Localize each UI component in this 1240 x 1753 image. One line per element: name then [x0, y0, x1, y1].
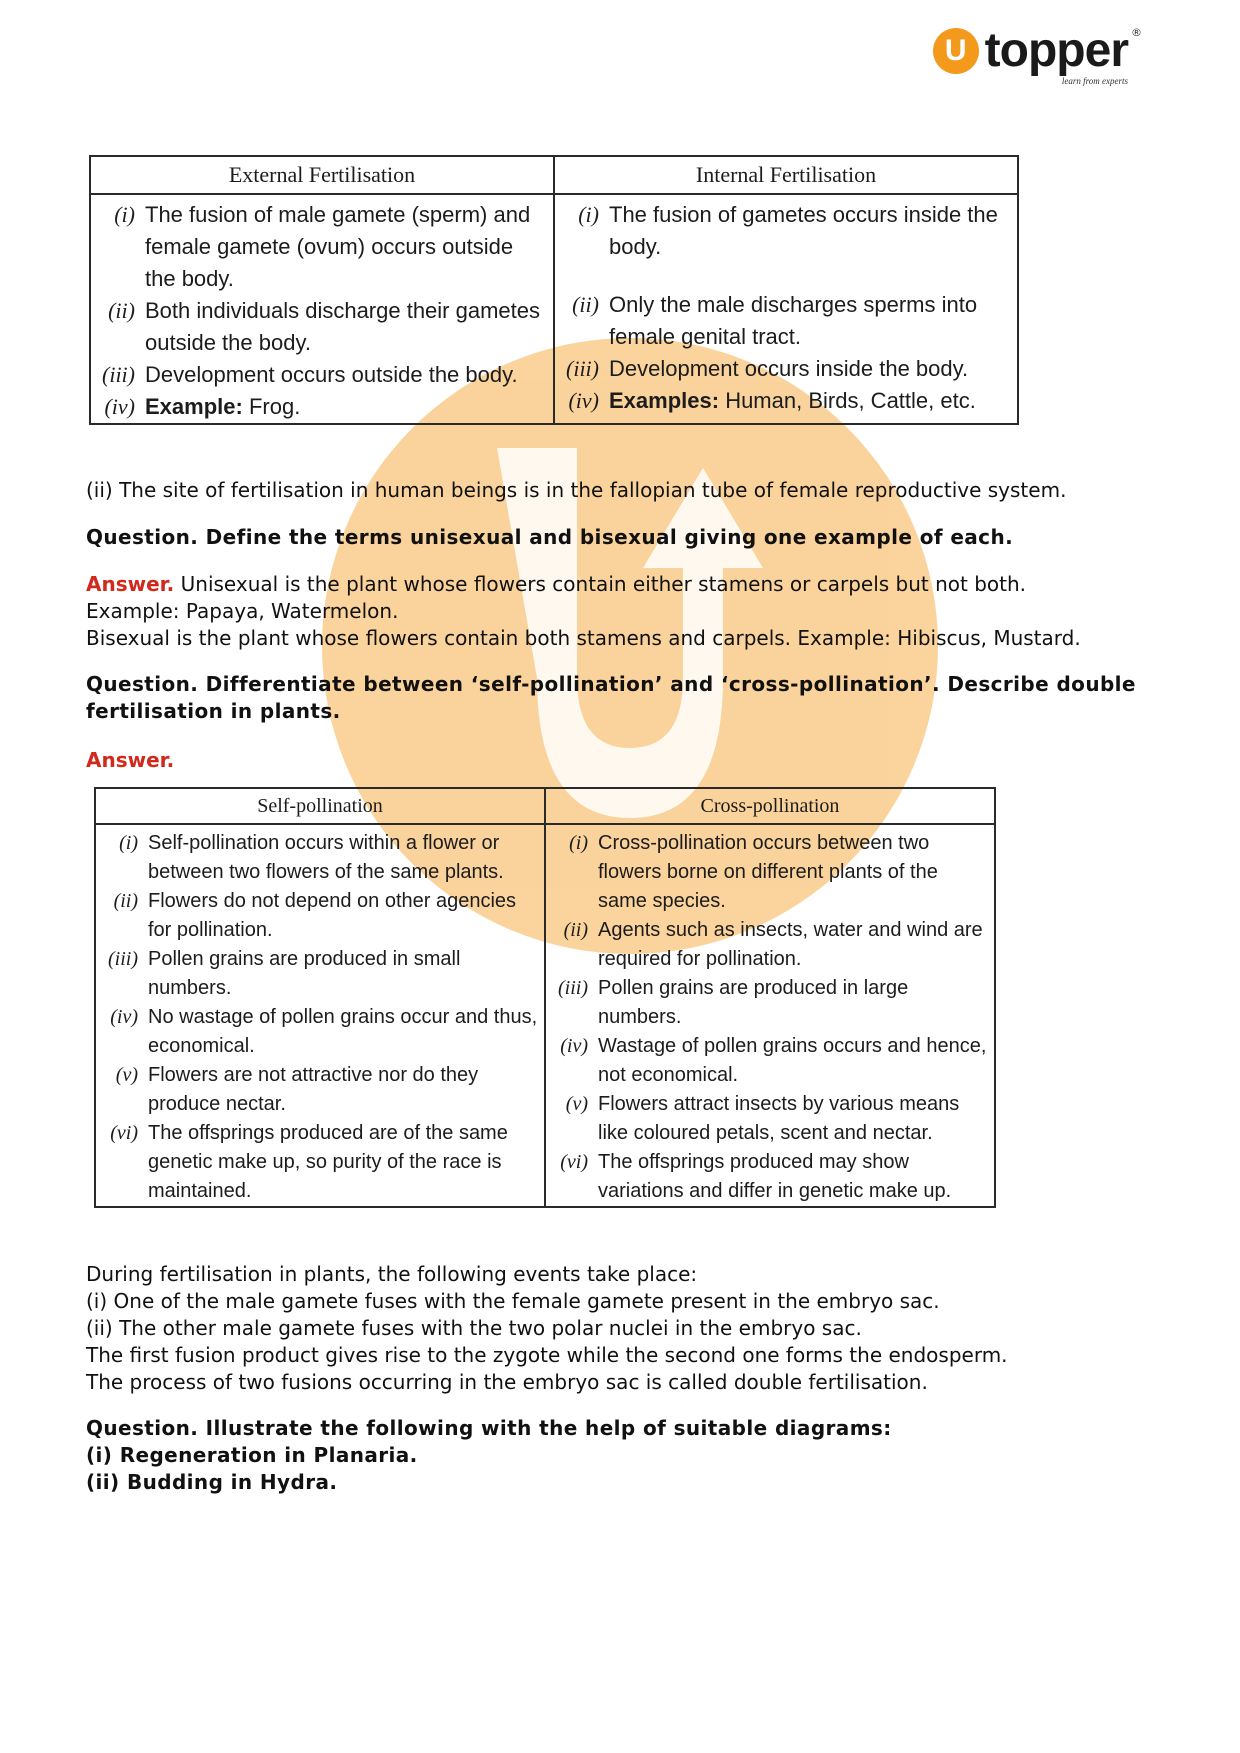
header-external: External Fertilisation: [90, 156, 554, 194]
fertilisation-comparison-table: [89, 155, 1019, 425]
table-row: (iii) Development occurs inside the body.: [566, 356, 969, 381]
answer-label: Answer.: [86, 572, 175, 596]
pollination-comparison-table: [94, 787, 996, 1208]
question-pollination: Question. Differentiate between ‘self-pollination’ and ‘cross-pollination’. Describe double fertilisation in plants.: [86, 672, 1136, 723]
internal-cell: [554, 194, 1018, 424]
header-internal: Internal Fertilisation: [554, 156, 1018, 194]
table-row: (ii) Flowers do not depend on other agencies for pollination.: [113, 890, 517, 941]
registered-mark: ®: [1131, 26, 1142, 39]
cross-pollination-cell: [545, 824, 995, 1207]
table-row: (iv) No wastage of pollen grains occur and thus, economical.: [110, 1006, 538, 1057]
answer-unisexual-bisexual: Answer. Unisexual is the plant whose flowers contain either stamens or carpels but not both. Example: Papaya, Watermelon. Bisexual is the plant whose flowers contain both stamens and carpels. Example: Hibiscus, Mustard.: [86, 572, 1081, 650]
logo-tagline: learn from experts: [1061, 76, 1128, 86]
topper-logo: [933, 24, 1142, 86]
fertilisation-site-text: (ii) The site of fertilisation in human beings is in the fallopian tube of female reproductive system.: [86, 478, 1067, 502]
logo-mark: U: [933, 28, 979, 74]
table-row: (v) Flowers are not attractive nor do they produce nectar.: [115, 1064, 479, 1115]
header-self-pollination: Self-pollination: [95, 788, 545, 824]
table-row: (i) Self-pollination occurs within a flower or between two flowers of the same plants.: [119, 832, 504, 883]
table-row: (i) The fusion of gametes occurs inside the body.: [578, 202, 998, 259]
table-row: (ii) Only the male discharges sperms into female genital tract.: [572, 292, 978, 349]
table-row: (ii) Agents such as insects, water and wind are required for pollination.: [563, 919, 983, 970]
table-row: (iii) Pollen grains are produced in small numbers.: [108, 948, 461, 999]
table-row: (i) The fusion of male gamete (sperm) and female gamete (ovum) occurs outside the body.: [114, 202, 531, 291]
table-row: (iv) Examples: Human, Birds, Cattle, etc.: [568, 388, 976, 413]
table-row: (iv) Example: Frog.: [104, 394, 301, 419]
table-row: (vi) The offsprings produced are of the same genetic make up, so purity of the race is maintained.: [110, 1122, 508, 1202]
table-row: (v) Flowers attract insects by various means like coloured petals, scent and nectar.: [565, 1093, 960, 1144]
double-fertilisation-text: During fertilisation in plants, the following events take place: (i) One of the male gamete fuses with the female gamete present in the embryo sac. (ii) The other male gamete fuses with the two polar nuclei in the embryo sac. The first fusion product gives rise to the zygote while the second one forms the endosperm. The process of two fusions occurring in the embryo sac is called double fertilisation.: [86, 1262, 1008, 1394]
table-row: (ii) Both individuals discharge their gametes outside the body.: [108, 298, 541, 355]
table-row: (iii) Pollen grains are produced in large numbers.: [558, 977, 909, 1028]
table-row: (iv) Wastage of pollen grains occurs and hence, not economical.: [560, 1035, 987, 1086]
table-row: (iii) Development occurs outside the body.: [102, 362, 518, 387]
self-pollination-cell: [95, 824, 545, 1207]
answer-label: Answer.: [86, 748, 175, 772]
logo-wordmark: topper: [984, 24, 1128, 77]
table-row: (i) Cross-pollination occurs between two flowers borne on different plants of the same species.: [569, 832, 938, 912]
table-row: (vi) The offsprings produced may show variations and differ in genetic make up.: [560, 1151, 952, 1202]
question-diagrams: Question. Illustrate the following with the help of suitable diagrams: (i) Regeneration in Planaria. (ii) Budding in Hydra.: [86, 1416, 892, 1494]
external-cell: [90, 194, 554, 424]
header-cross-pollination: Cross-pollination: [545, 788, 995, 824]
question-unisexual-bisexual: Question. Define the terms unisexual and bisexual giving one example of each.: [86, 525, 1014, 549]
